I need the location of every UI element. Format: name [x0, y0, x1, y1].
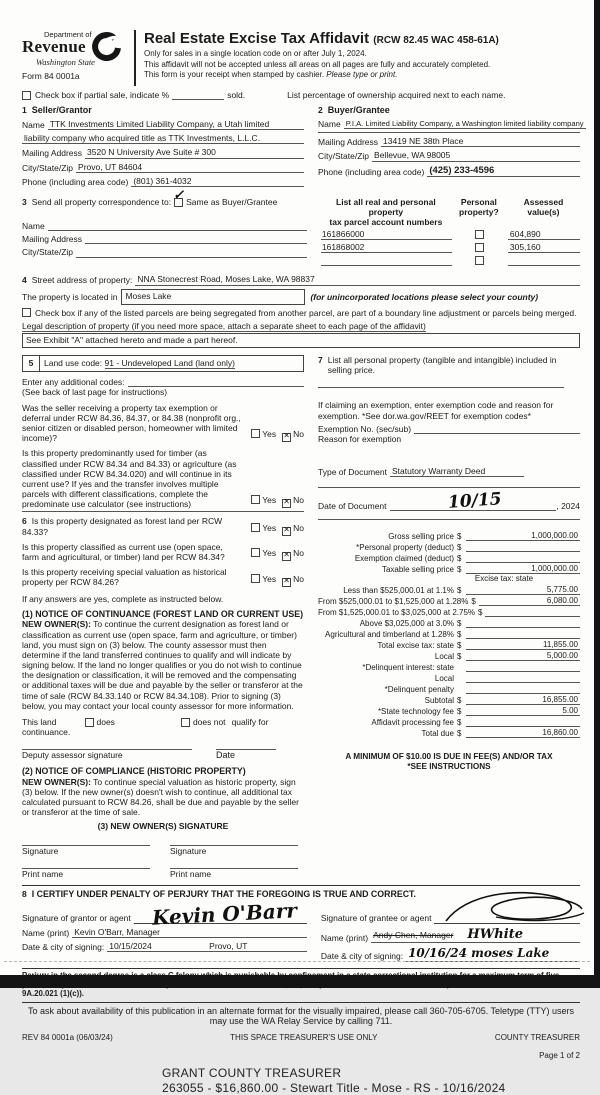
tax-row [318, 639, 580, 650]
corr-csz-label: City/State/Zip [22, 247, 74, 258]
tax-row-label: Exemption claimed (deduct) [354, 553, 454, 563]
page-number: Page 1 of 2 [539, 1050, 580, 1060]
buyer-mailing-label: Mailing Address [318, 137, 379, 148]
tax-row-label: Total excise tax: state [377, 640, 454, 650]
buyer-title: Buyer/Grantee [327, 105, 390, 116]
personal-property-checkbox[interactable] [475, 256, 484, 265]
land-use-code-field[interactable]: 91 - Undeveloped Land (land only) [104, 358, 235, 369]
tax-row [318, 727, 580, 738]
seller-mailing-label: Mailing Address [22, 148, 83, 159]
tax-row [318, 683, 580, 694]
date-year: , 2024 [556, 501, 580, 512]
personal-property-checkbox[interactable] [475, 243, 484, 252]
personal-property-section: 7 List all personal property (tangible and intangible) included in selling price. [318, 355, 580, 375]
seller-phone-label: Phone (including area code) [22, 176, 129, 187]
perjury-statement: 9A.20.021 (1)(c)). [22, 968, 580, 1003]
timber-agriculture-answer: Yes ✕ No [245, 495, 304, 509]
notice-compliance-title: (2) NOTICE OF COMPLIANCE (HISTORIC PROPERTY) [22, 766, 246, 777]
dollar-sign: $ [457, 728, 462, 738]
header-note-2: This affidavit will not be accepted unless all areas on all pages are fully and accurately completed. [144, 59, 491, 69]
buyer-phone-field[interactable]: (425) 233-4596 [427, 165, 580, 177]
tax-row-amount-field[interactable]: 16,860.00 [466, 728, 580, 739]
parcel-number-field[interactable]: 161868002 [321, 242, 452, 253]
tax-row-amount-field[interactable]: 5,000.00 [466, 651, 580, 662]
dollar-sign: $ [457, 618, 462, 628]
forest-land-question-row: 6 Is this property designated as forest land per RCW 84.33? Yes ✕ No [22, 516, 304, 537]
title-rcw: (RCW 82.45 WAC 458-61A) [373, 35, 499, 46]
form-number: Form 84 0001a [22, 70, 80, 81]
yes-checkbox[interactable] [251, 495, 260, 504]
tax-row-label: Agricultural and timberland at 1.28% [325, 629, 454, 639]
land-use-code-label: Land use code: [44, 358, 103, 369]
does-not-checkbox[interactable] [181, 718, 190, 727]
yes-checkbox[interactable] [251, 429, 260, 438]
dollar-sign: $ [457, 651, 462, 661]
buyer-name-field[interactable]: P.I.A. Limited Liability Company, a Washington limited liability company [345, 119, 584, 129]
treasurer-stamp [162, 1066, 580, 1095]
partial-sale-percent-field[interactable] [172, 99, 224, 100]
dollar-sign: $ [457, 629, 462, 639]
new-owners-signature-title: (3) NEW OWNER(S) SIGNATURE [97, 820, 229, 831]
tax-row-label: *Delinquent penalty [384, 684, 454, 694]
notice-continuance-title: (1) NOTICE OF CONTINUANCE (FOREST LAND OR CURRENT USE) [22, 608, 304, 619]
grantee-handwritten-name: HWhite [467, 926, 523, 942]
tax-row [318, 584, 580, 595]
tax-row [318, 672, 580, 683]
buyer-name-field-2[interactable] [318, 132, 580, 133]
partial-sale-checkbox[interactable] [22, 91, 31, 100]
corr-mailing-field[interactable] [85, 243, 307, 244]
corr-csz-field[interactable] [76, 257, 307, 258]
dollar-sign: $ [457, 542, 462, 552]
parcel-number-field[interactable]: 161866000 [321, 229, 452, 240]
grantee-date-field[interactable]: 10/16/24 moses Lake [406, 946, 580, 961]
certification-section: 8 I CERTIFY UNDER PENALTY OF PERJURY THAT THE FOREGOING IS TRUE AND CORRECT. Signature of grantor or agent Kevin O'Barr Name (print) Kevin O'Barr, Manager Date & city of signing: 10/15/2024 Provo, UT Signature of grantee or agent Name (print) Andy Chen, Manager HWhite Date & city of signing: 10/16/24 moses Lake [22, 885, 580, 962]
page-title: Real Estate Excise Tax Affidavit (RCW 82.45 WAC 458-61A) [144, 30, 499, 47]
tax-row-amount-field[interactable]: 11,855.00 [466, 640, 580, 651]
parcel-row [321, 227, 580, 240]
qualify-row: This land does does not qualify for [22, 717, 269, 728]
seller-mailing-field[interactable]: 3520 N University Ave Suite # 300 [85, 147, 304, 158]
tax-row-label: From $1,525,000.01 to $3,025,000 at 2.75% [318, 607, 476, 617]
grantor-name-field[interactable]: Kevin O'Barr, Manager [72, 927, 307, 938]
seller-exemption-answer: Yes ✕ No [245, 429, 304, 443]
tax-row [318, 606, 580, 617]
deputy-date-label: Date [216, 750, 236, 761]
notice-continuance-body: NEW OWNER(S): To continue the current designation as forest land or classification as current use (open space, farm and agriculture, or timber) land, you must sign on (3) below. The county assessor must then determine if the land transferred continues to qualify and will indicate by signing below. If the land no longer qualifies or you do not wish to continue the designation or classification, it will be removed and the compensating or additional taxes will be due and payable by the seller or transferor at the time of sale (RCW 84.33.140 or RCW 84.34.108). Prior to signing (3) below, you may contact your local county assessor for more information. [22, 619, 303, 711]
agency-state: Washington State [36, 57, 95, 68]
property-section: 4 Street address of property: NNA Stonecrest Road, Moses Lake, WA 98837 The property is located in Moses Lake (for unincorporated locations please select your county) Check box if any of the listed parcels are being segregated from another parcel, are part of a boundary line adjustment or parcels being merged. Legal description of property (if you need more space, attach a separate sheet to each page of the affidavit) See Exhibit "A" attached hereto and made a part hereof. [22, 274, 580, 348]
yes-checkbox[interactable] [251, 548, 260, 557]
segregated-checkbox[interactable] [22, 308, 31, 317]
agency-department-of: Department of [44, 30, 92, 39]
land-use-section [22, 355, 304, 372]
grantee-signature-label: Signature of grantee or agent [320, 913, 432, 924]
tax-row [318, 628, 580, 639]
handwritten-checkmark-icon: ✓ [173, 187, 185, 203]
seller-name-label: Name [22, 119, 45, 130]
header-note-1: Only for sales in a single location code on or after July 1, 2024. [144, 49, 367, 58]
grantor-date-label: Date & city of signing: [22, 941, 105, 952]
dollar-sign: $ [471, 596, 476, 606]
grantor-signature-label: Signature of grantor or agent [22, 913, 131, 924]
parcel-number-field[interactable] [321, 265, 452, 266]
tax-row-label: Total due [421, 728, 454, 738]
date-of-document-label: Date of Document [318, 501, 387, 512]
partial-sale-suffix: sold. [227, 90, 246, 100]
assessed-value-col-header: Assessed value(s) [523, 196, 564, 218]
tax-row-label: Taxable selling price [381, 564, 454, 574]
grantee-handwritten-signature-scribble [436, 889, 586, 929]
signature-label-2: Signature [170, 845, 207, 856]
tax-row-label: Less than $525,000.01 at 1.1% [343, 585, 454, 595]
print-name-label-1: Print name [22, 868, 64, 879]
same-as-buyer-checkbox[interactable] [173, 187, 185, 207]
corr-mailing-label: Mailing Address [22, 234, 83, 245]
grantor-signature-field[interactable] [134, 897, 307, 930]
print-name-label-2: Print name [170, 868, 212, 879]
grantee-date-label: Date & city of signing: [320, 951, 404, 962]
historic-property-question-row: Is this property receiving special valuation as historical property per RCW 84.26? Yes ✕ No [22, 567, 304, 588]
current-use-question-row: Is this property classified as current use (open space, farm and agricultural, or timber) land per RCW 84.34? Yes ✕ No [22, 541, 304, 563]
buyer-phone-label: Phone (including area code) [318, 166, 425, 177]
grantee-signature-field[interactable] [434, 911, 580, 924]
segregated-label: Check box if any of the listed parcels are being segregated from another parcel, are part of a boundary line adjustment or parcels being merged. [35, 307, 577, 318]
seller-csz-field[interactable]: Provo, UT 84604 [76, 162, 304, 173]
no-checkbox-checked[interactable]: ✕ [283, 524, 290, 534]
tax-row-amount-field[interactable] [485, 616, 580, 617]
assessed-value-field[interactable]: 305,160 [508, 242, 580, 253]
dollar-sign: $ [457, 531, 462, 541]
no-checkbox-checked[interactable]: ✕ [283, 575, 290, 585]
dollar-sign: $ [457, 695, 462, 705]
grantor-name-label: Name (print) [22, 927, 70, 938]
tax-row [318, 563, 580, 574]
timber-agriculture-question: Is this property predominantly used for timber (as classified under RCW 84.34 and 84.33) or agriculture (as classified under RCW 84.34.020) and will continue in its current use? If yes and the transfer involves multiple parcels with different classifications, complete the predominate use calculator (see instructions) [22, 448, 237, 510]
tax-row-label: From $525,000.01 to $1,525,000 at 1.28% [318, 596, 469, 606]
stamp-line-1: GRANT COUNTY TREASURER [162, 1066, 342, 1081]
street-address-field[interactable]: NNA Stonecrest Road, Moses Lake, WA 98837 [135, 274, 399, 285]
tax-row-amount-field[interactable]: 1,000,000.00 [466, 564, 580, 575]
certify-statement: I CERTIFY UNDER PENALTY OF PERJURY THAT THE FOREGOING IS TRUE AND CORRECT. [31, 889, 416, 900]
tax-row-label: Subtotal [424, 695, 454, 705]
legal-description-label: Legal description of property (if you need more space, attach a separate sheet to each page of the affidavit) [22, 320, 426, 331]
any-answers-note: If any answers are yes, complete as instructed below. [22, 593, 224, 604]
tax-row-amount-field[interactable] [466, 671, 580, 672]
no-checkbox-checked[interactable]: ✕ [283, 497, 290, 507]
type-of-document-field-ext[interactable] [318, 477, 580, 488]
exemption-no-field[interactable] [414, 433, 580, 434]
historic-property-question: Is this property receiving special valuation as historical property per RCW 84.26? [22, 567, 227, 588]
tax-row-amount-field[interactable]: 6,080.00 [479, 596, 580, 607]
form-header [22, 30, 580, 86]
seller-name-field-2[interactable]: liability company who acquired title as TTK Investments, L.L.C. [22, 133, 304, 144]
buyer-mailing-field[interactable]: 13419 NE 38th Place [381, 136, 580, 147]
current-use-question: Is this property classified as current use (open space, farm and agricultural, or timber) land per RCW 84.34? [22, 541, 225, 563]
tax-row-label: Gross selling price [388, 531, 454, 541]
alternate-format-note: To ask about availability of this publication in an alternate format for the visually impaired, please call 360-705-6705. Teletype (TTY) users may use the WA Relay Service by calling 711. [27, 1005, 575, 1027]
tax-row-label: Local [434, 673, 454, 683]
parcel-table [321, 197, 580, 267]
located-in-note: (for unincorporated locations please select your county) [310, 291, 539, 302]
scan-dotted-line [4, 961, 590, 962]
tax-row-label: *Personal property (deduct) [356, 542, 454, 552]
header-divider [134, 30, 136, 86]
dollar-sign: $ [457, 717, 462, 727]
type-of-document-label: Type of Document [318, 467, 387, 478]
tax-row [318, 716, 580, 727]
personal-property-col-header: Personal property? [459, 196, 499, 218]
grantee-name-field[interactable]: Andy Chen, Manager HWhite [371, 927, 580, 944]
dollar-sign: $ [457, 564, 462, 574]
tax-row-amount-field[interactable]: 5.00 [466, 706, 580, 717]
no-checkbox-checked[interactable]: ✕ [283, 431, 290, 441]
treasurer-space-label: THIS SPACE TREASURER'S USE ONLY [230, 1033, 378, 1043]
correspondence-label: Send all property correspondence to: [31, 196, 172, 207]
tax-row [318, 617, 580, 628]
rev-number: REV 84 0001a (06/03/24) [22, 1033, 113, 1043]
exemption-no-label: Exemption No. (sec/sub) [318, 423, 412, 434]
street-address-label: Street address of property: [31, 275, 133, 286]
tax-row [318, 661, 580, 672]
continuance-word: continuance. [22, 727, 71, 738]
legal-description-field[interactable]: See Exhibit "A" attached hereto and made a part hereof. [22, 333, 580, 348]
forest-land-question: Is this property designated as forest land per RCW 84.33? [22, 516, 223, 537]
scan-border-bottom [0, 975, 600, 988]
personal-property-field[interactable] [318, 375, 564, 388]
excise-tax-table [318, 530, 580, 738]
tax-row-amount-field[interactable] [466, 682, 580, 683]
buyer-section: 2 Buyer/Grantee Name P.I.A. Limited Liability Company, a Washington limited liability company Mailing Address 13419 NE 38th Place City/State/Zip Bellevue, WA 98005 Phone (including area code) (425) 233-4596 [318, 105, 584, 177]
does-checkbox[interactable] [85, 718, 94, 727]
street-address-field-ext[interactable] [399, 285, 580, 286]
scan-border-right [594, 0, 600, 988]
dollar-sign: $ [457, 553, 462, 563]
tax-row [318, 705, 580, 716]
assessed-value-field[interactable]: 604,890 [508, 229, 580, 240]
seller-exemption-question: Was the seller receiving a property tax exemption or deferral under RCW 84.36, 84.37, or 84.38 (nonprofit org., senior citizen or disabled person, homeowner with limited income)? [22, 402, 241, 444]
seller-csz-label: City/State/Zip [22, 162, 74, 173]
see-instructions-note: *SEE INSTRUCTIONS [407, 762, 491, 772]
partial-sale-label: Check box if partial sale, indicate % [35, 90, 170, 100]
grantor-date-field[interactable]: 10/15/2024 Provo, UT [107, 941, 307, 952]
tax-row-amount-field[interactable] [466, 551, 580, 552]
county-treasurer-label: COUNTY TREASURER [494, 1033, 580, 1043]
personal-property-checkbox[interactable] [475, 230, 484, 239]
notice-compliance-body: NEW OWNER(S): To continue special valuation as historic property, sign (3) below. If the new owner(s) doesn't wish to continue, all additional tax calculated pursuant to RCW 84.26, shall be due and payable by the seller or transferor at the time of sale. [22, 776, 299, 818]
tax-row-label: *State technology fee [377, 706, 454, 716]
tax-row-label: Above $3,025,000 at 3.0% [359, 618, 454, 628]
tax-row-amount-field[interactable]: 5,775.00 [466, 585, 580, 596]
located-in-field[interactable]: Moses Lake [121, 289, 305, 305]
yes-checkbox[interactable] [251, 523, 260, 532]
located-in-label: The property is located in [22, 291, 118, 302]
tax-row-label: *Delinquent interest: state [362, 662, 454, 672]
tax-row-label: Local [434, 651, 454, 661]
grantor-handwritten-signature: Kevin O'Barr [151, 897, 298, 930]
buyer-name-label: Name [318, 118, 341, 129]
signature-label-1: Signature [22, 845, 59, 856]
corr-name-label: Name [22, 221, 45, 232]
ownership-note: List percentage of ownership acquired next to each name. [287, 90, 506, 100]
assessed-value-field[interactable] [508, 265, 580, 266]
tax-row [318, 650, 580, 661]
minimum-fee-note: A MINIMUM OF $10.00 IS DUE IN FEE(S) AND/OR TAX [345, 752, 553, 762]
tax-row-amount-field[interactable]: 1,000,000.00 [466, 531, 580, 542]
personal-property-text: List all personal property (tangible and intangible) included in selling price. [327, 355, 557, 376]
additional-codes-label: Enter any additional codes: [22, 377, 125, 388]
agency-revenue: Revenue [22, 37, 86, 56]
tax-row-amount-field[interactable]: 16,855.00 [466, 695, 580, 706]
dollar-sign: $ [457, 585, 462, 595]
tax-row-amount-field[interactable] [466, 627, 580, 628]
handwritten-date: 10/15 [446, 489, 502, 513]
dor-logo-block [22, 30, 130, 86]
tax-row [318, 595, 580, 606]
correspondence-section: 3 Send all property correspondence to: ✓ Same as Buyer/Grantee Name Mailing Address City/State/Zip [22, 197, 321, 267]
land-use-section-number: 5 [23, 356, 40, 371]
dollar-sign: $ [457, 640, 462, 650]
parcel-col-header: List all real and personal property tax parcel account numbers [329, 196, 443, 228]
seller-phone-field[interactable]: (801) 361-4032 [131, 176, 304, 187]
deputy-assessor-label: Deputy assessor signature [22, 750, 123, 761]
parcel-row [321, 240, 580, 253]
buyer-csz-label: City/State/Zip [318, 151, 370, 162]
tax-row [318, 694, 580, 705]
corr-name-field[interactable] [48, 230, 307, 231]
reason-for-exemption-label: Reason for exemption [318, 433, 402, 444]
grantee-name-label: Name (print) [320, 933, 369, 944]
tax-row [318, 552, 580, 563]
no-checkbox-checked[interactable]: ✕ [283, 550, 290, 560]
type-of-document-field[interactable]: Statutory Warranty Deed [390, 466, 524, 477]
tax-row [318, 541, 580, 552]
stamp-line-2: 263055 - $16,860.00 - Stewart Title - Mose - RS - 10/16/2024 [162, 1080, 506, 1095]
tax-row-label: Affidavit processing fee [371, 717, 454, 727]
seller-section: 1 Seller/Grantor Name TTK Investments Limited Liability Company, a Utah limited liability company who acquired title as TTK Investments, L.L.C. Mailing Address 3520 N University Ave Suite # 300 City/State/Zip Provo, UT 84604 Phone (including area code) (801) 361-4032 [22, 105, 318, 187]
header-note-3: This form is your receipt when stamped by cashier. Please type or print. [144, 70, 398, 80]
dollar-sign: $ [478, 607, 483, 617]
dor-logo-icon [91, 32, 123, 62]
exemption-instructions: If claiming an exemption, enter exemption code and reason for exemption. *See dor.wa.gov/REET for exemption codes* [318, 400, 554, 421]
same-as-buyer-label: Same as Buyer/Grantee [186, 196, 278, 207]
seller-name-field[interactable]: TTK Investments Limited Liability Company, a Utah limited [48, 119, 304, 130]
yes-checkbox[interactable] [251, 574, 260, 583]
date-of-document-field[interactable] [390, 489, 557, 513]
buyer-csz-field[interactable]: Bellevue, WA 98005 [372, 150, 580, 161]
excise-tax-state-header: Excise tax: state [474, 574, 534, 584]
additional-codes-note: (See back of last page for instructions) [22, 387, 168, 398]
dollar-sign: $ [457, 706, 462, 716]
seller-title: Seller/Grantor [31, 105, 92, 116]
tax-row [318, 530, 580, 541]
parcel-row [321, 253, 580, 266]
